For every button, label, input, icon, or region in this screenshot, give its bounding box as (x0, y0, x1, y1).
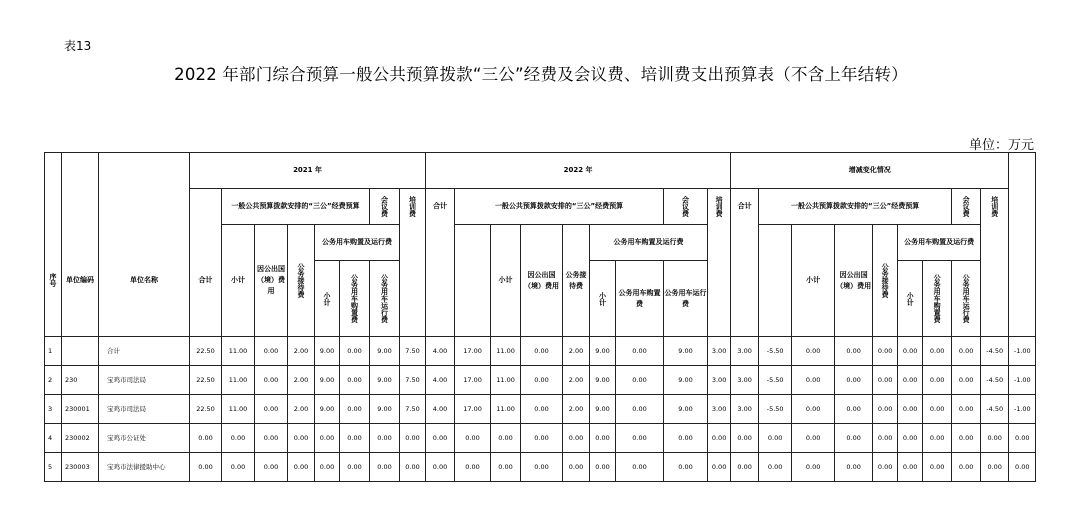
row-code: 230 (62, 366, 99, 395)
row-value: 0.00 (521, 453, 563, 482)
row-value: 7.50 (400, 366, 426, 395)
header-meeting-change: 会议费 (952, 189, 981, 225)
header-row-groups (45, 189, 1036, 225)
row-value: 9.00 (370, 395, 400, 424)
header-name: 单位名称 (99, 225, 190, 337)
header-vsub-change: 小计 (898, 261, 923, 337)
table-row (45, 366, 1036, 395)
header-purchase-2022: 公务用车购置费 (616, 261, 664, 337)
row-value: 0.00 (400, 424, 426, 453)
row-value: 0.00 (400, 453, 426, 482)
row-value: 0.00 (491, 453, 521, 482)
row-name: 宝鸡市公证处 (99, 424, 190, 453)
header-subtotal-change: 小计 (792, 225, 835, 337)
row-value: 0.00 (708, 424, 731, 453)
header-2021: 2021 年 (190, 153, 426, 189)
row-value: 0.00 (898, 366, 923, 395)
row-value: 0.00 (616, 453, 664, 482)
row-code: 230003 (62, 453, 99, 482)
row-value: 9.00 (315, 366, 340, 395)
header-purchase-change: 公务用车购置费 (923, 261, 952, 337)
row-value: -4.50 (981, 337, 1009, 366)
header-cell (1009, 153, 1036, 189)
row-value: 0.00 (190, 453, 222, 482)
row-value: 9.00 (590, 366, 616, 395)
row-value: 0.00 (759, 424, 792, 453)
header-vehicle-2022: 公务用车购置及运行费 (590, 225, 708, 261)
row-value: 11.00 (222, 366, 255, 395)
table-row (45, 337, 1036, 366)
row-value: 9.00 (590, 337, 616, 366)
row-value: 0.00 (923, 366, 952, 395)
header-total-2022: 合计 (426, 189, 455, 225)
row-value: 0.00 (835, 453, 873, 482)
header-vsub-2021: 小计 (315, 261, 340, 337)
row-value: 0.00 (873, 453, 898, 482)
row-value: 4.00 (426, 366, 455, 395)
row-name: 合计 (99, 337, 190, 366)
row-value: 0.00 (563, 424, 590, 453)
header-reception-change: 公务接待费 (873, 225, 898, 337)
row-value: 4.00 (426, 337, 455, 366)
row-value: 0.00 (708, 453, 731, 482)
row-value: 2.00 (563, 366, 590, 395)
row-value: 3.00 (731, 337, 759, 366)
row-value: 0.00 (898, 453, 923, 482)
row-seq: 5 (45, 453, 62, 482)
row-value: 0.00 (923, 424, 952, 453)
header-cell (62, 153, 99, 189)
row-value: -5.50 (759, 395, 792, 424)
row-value: 0.00 (563, 453, 590, 482)
header-cell (45, 153, 62, 189)
row-value: 3.00 (731, 395, 759, 424)
row-name: 宝鸡市司法局 (99, 395, 190, 424)
row-seq: 1 (45, 337, 62, 366)
header-training-2021: 培训费 (400, 189, 426, 225)
row-value: 0.00 (898, 337, 923, 366)
row-value: 0.00 (792, 424, 835, 453)
row-value: 0.00 (923, 337, 952, 366)
row-value: 11.00 (222, 337, 255, 366)
row-value: 22.50 (190, 366, 222, 395)
header-row-years (45, 153, 1036, 189)
row-value: 9.00 (370, 366, 400, 395)
row-value: 0.00 (731, 424, 759, 453)
row-value: 17.00 (455, 337, 491, 366)
row-value: 0.00 (952, 424, 981, 453)
row-seq: 4 (45, 424, 62, 453)
header-purchase-2021: 公务用车购置费 (340, 261, 370, 337)
header-sangong-change: 一般公共预算拨款安排的“三公”经费预算 (759, 189, 952, 225)
row-value: 0.00 (521, 424, 563, 453)
row-value: 9.00 (664, 395, 708, 424)
row-value: 0.00 (898, 395, 923, 424)
header-abroad-2021: 因公出国（境）费用 (255, 225, 288, 337)
header-operation-2021: 公务用车运行费 (370, 261, 400, 337)
row-value: 0.00 (835, 395, 873, 424)
table-row (45, 395, 1036, 424)
header-seq: 序号 (45, 225, 62, 337)
row-value: 0.00 (491, 424, 521, 453)
row-value: 0.00 (873, 366, 898, 395)
row-name: 宝鸡市法律援助中心 (99, 453, 190, 482)
row-value: 0.00 (616, 424, 664, 453)
header-row-sub (45, 225, 1036, 261)
row-value: 0.00 (370, 424, 400, 453)
row-value: 0.00 (616, 366, 664, 395)
header-reception-2021: 公务接待费 (288, 225, 315, 337)
row-value: 0.00 (616, 395, 664, 424)
header-vehicle-change: 公务用车购置及运行费 (898, 225, 981, 261)
row-value: 11.00 (491, 366, 521, 395)
row-value: 0.00 (923, 395, 952, 424)
table-row (45, 424, 1036, 453)
row-value: 0.00 (255, 395, 288, 424)
row-code: 230001 (62, 395, 99, 424)
table-body (45, 337, 1036, 482)
row-value: 9.00 (664, 366, 708, 395)
row-value: 0.00 (315, 424, 340, 453)
row-value: 9.00 (664, 337, 708, 366)
row-value: 0.00 (1009, 453, 1036, 482)
row-value: 0.00 (952, 337, 981, 366)
header-subtotal-2022: 小计 (491, 225, 521, 337)
header-sangong-2022: 一般公共预算拨款安排的“三公”经费预算 (455, 189, 664, 225)
row-value: 0.00 (1009, 424, 1036, 453)
row-value: 2.00 (563, 395, 590, 424)
row-value: 0.00 (759, 453, 792, 482)
row-value: 4.00 (426, 395, 455, 424)
row-value: 0.00 (792, 453, 835, 482)
row-value: 0.00 (923, 453, 952, 482)
row-value: 0.00 (255, 366, 288, 395)
row-value: 2.00 (288, 366, 315, 395)
row-value: 0.00 (664, 453, 708, 482)
row-value: 0.00 (288, 424, 315, 453)
row-value: -5.50 (759, 366, 792, 395)
row-value: 3.00 (731, 366, 759, 395)
row-value: 0.00 (340, 424, 370, 453)
row-name: 宝鸡市司法局 (99, 366, 190, 395)
row-value: 0.00 (370, 453, 400, 482)
row-value: 0.00 (792, 395, 835, 424)
header-cell (99, 153, 190, 189)
header-subtotal-2021: 小计 (222, 225, 255, 337)
row-value: 0.00 (981, 424, 1009, 453)
table-row (45, 453, 1036, 482)
row-value: 0.00 (315, 453, 340, 482)
row-value: 9.00 (590, 395, 616, 424)
row-value: 0.00 (521, 366, 563, 395)
header-meeting-2022: 会议费 (664, 189, 708, 225)
row-value: 3.00 (708, 337, 731, 366)
header-total-change: 合计 (731, 189, 759, 225)
row-value: 0.00 (792, 366, 835, 395)
budget-table (44, 152, 1036, 482)
row-code: 230002 (62, 424, 99, 453)
row-value: 11.00 (491, 337, 521, 366)
row-value: 0.00 (340, 337, 370, 366)
row-value: 0.00 (255, 453, 288, 482)
row-value: 17.00 (455, 366, 491, 395)
row-value: 0.00 (340, 366, 370, 395)
row-value: 9.00 (315, 395, 340, 424)
row-value: 0.00 (731, 453, 759, 482)
row-value: 0.00 (190, 424, 222, 453)
row-value: 0.00 (873, 395, 898, 424)
row-value: 0.00 (590, 453, 616, 482)
row-value: 2.00 (288, 395, 315, 424)
row-value: 22.50 (190, 395, 222, 424)
header-training-change: 培训费 (981, 189, 1009, 225)
row-value: 0.00 (664, 424, 708, 453)
row-value: 0.00 (426, 424, 455, 453)
header-operation-2022: 公务用车运行费 (664, 261, 708, 337)
row-value: 0.00 (455, 424, 491, 453)
header-vsub-2022: 小计 (590, 261, 616, 337)
header-operation-change: 公务用车运行费 (952, 261, 981, 337)
row-code (62, 337, 99, 366)
row-value: 0.00 (426, 453, 455, 482)
row-value: 0.00 (835, 424, 873, 453)
row-value: 0.00 (222, 424, 255, 453)
row-value: -4.50 (981, 366, 1009, 395)
header-training-2022: 培训费 (708, 189, 731, 225)
header-meeting-2021: 会议费 (370, 189, 400, 225)
row-value: 0.00 (873, 424, 898, 453)
row-value: 0.00 (952, 453, 981, 482)
row-value: 3.00 (708, 395, 731, 424)
header-vehicle-2021: 公务用车购置及运行费 (315, 225, 400, 261)
row-value: 9.00 (315, 337, 340, 366)
row-value: -5.50 (759, 337, 792, 366)
row-value: 11.00 (222, 395, 255, 424)
row-value: 0.00 (255, 337, 288, 366)
row-value: 2.00 (288, 337, 315, 366)
header-abroad-change: 因公出国（境）费用 (835, 225, 873, 337)
row-value: 0.00 (521, 395, 563, 424)
header-sangong-2021: 一般公共预算拨款安排的“三公”经费预算 (222, 189, 370, 225)
row-value: 7.50 (400, 395, 426, 424)
header-change: 增减变化情况 (731, 153, 1009, 189)
page-title: 2022 年部门综合预算一般公共预算拨款“三公”经费及会议费、培训费支出预算表（不含上年结转） (174, 65, 908, 84)
row-value: 0.00 (455, 453, 491, 482)
row-seq: 2 (45, 366, 62, 395)
row-value: 17.00 (455, 395, 491, 424)
row-value: 0.00 (952, 395, 981, 424)
row-value: 0.00 (255, 424, 288, 453)
row-value: 0.00 (288, 453, 315, 482)
row-value: -4.50 (981, 395, 1009, 424)
header-reception-2022: 公务接待费 (563, 225, 590, 337)
row-value: 7.50 (400, 337, 426, 366)
row-value: -1.00 (1009, 395, 1036, 424)
row-seq: 3 (45, 395, 62, 424)
row-value: 0.00 (590, 424, 616, 453)
row-value: -1.00 (1009, 366, 1036, 395)
row-value: 0.00 (616, 337, 664, 366)
row-value: 3.00 (708, 366, 731, 395)
unit-label: 单位：万元 (968, 138, 1034, 153)
row-value: 2.00 (563, 337, 590, 366)
row-value: 0.00 (981, 453, 1009, 482)
header-2022: 2022 年 (426, 153, 731, 189)
row-value: 0.00 (222, 453, 255, 482)
row-value: 0.00 (952, 366, 981, 395)
row-value: 0.00 (835, 366, 873, 395)
row-value: -1.00 (1009, 337, 1036, 366)
row-value: 0.00 (898, 424, 923, 453)
row-value: 11.00 (491, 395, 521, 424)
row-value: 0.00 (521, 337, 563, 366)
row-value: 0.00 (340, 395, 370, 424)
row-value: 0.00 (835, 337, 873, 366)
row-value: 22.50 (190, 337, 222, 366)
header-abroad-2022: 因公出国（境）费用 (521, 225, 563, 337)
row-value: 0.00 (873, 337, 898, 366)
row-value: 0.00 (792, 337, 835, 366)
header-code: 单位编码 (62, 225, 99, 337)
row-value: 0.00 (340, 453, 370, 482)
row-value: 9.00 (370, 337, 400, 366)
table-code: 表13 (64, 39, 92, 53)
header-total-2021: 合计 (190, 225, 222, 337)
